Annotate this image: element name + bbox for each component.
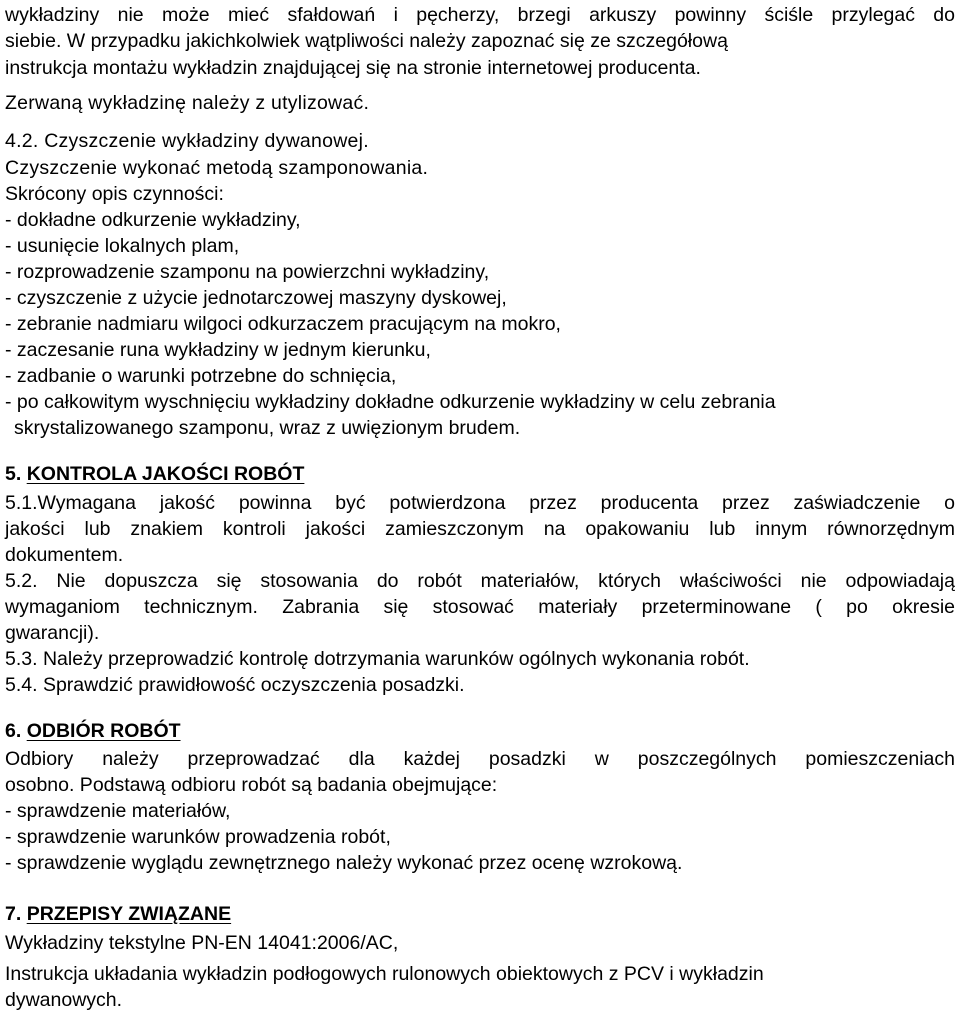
- summary-label: Skrócony opis czynności:: [5, 183, 224, 205]
- heading-number: 5.: [5, 463, 22, 485]
- paragraph-line: gwarancji).: [5, 622, 100, 644]
- list-item: - zebranie nadmiaru wilgoci odkurzaczem pracującym na mokro,: [5, 313, 561, 335]
- method-line: Czyszczenie wykonać metodą szamponowania.: [5, 157, 429, 179]
- paragraph-line: dywanowych.: [5, 989, 123, 1011]
- intro-line: Zerwaną wykładzinę należy z utylizować.: [5, 92, 370, 114]
- list-item-continuation: skrystalizowanego szamponu, wraz z uwięzionym brudem.: [14, 417, 521, 439]
- list-item: - zadbanie o warunki potrzebne do schnięcia,: [5, 365, 397, 387]
- intro-line: siebie. W przypadku jakichkolwiek wątpliwości należy zapoznać się ze szczegółową: [5, 30, 728, 52]
- heading-number: 7.: [5, 903, 22, 925]
- heading-number: 6.: [5, 720, 22, 742]
- section-heading: [5, 718, 181, 744]
- paragraph-line: Wykładziny tekstylne PN-EN 14041:2006/AC,: [5, 932, 399, 954]
- paragraph-line: 5.3. Należy przeprowadzić kontrolę dotrzymania warunków ogólnych wykonania robót.: [5, 648, 750, 670]
- list-item: - rozprowadzenie szamponu na powierzchni wykładziny,: [5, 261, 490, 283]
- section-heading: [5, 901, 231, 927]
- intro-line: instrukcja montażu wykładzin znajdującej się na stronie internetowej producenta.: [5, 57, 701, 79]
- list-item: - czyszczenie z użycie jednotarczowej maszyny dyskowej,: [5, 287, 507, 309]
- list-item: - usunięcie lokalnych plam,: [5, 235, 240, 257]
- paragraph-line: 5.4. Sprawdzić prawidłowość oczyszczenia posadzki.: [5, 674, 465, 696]
- list-item: - sprawdzenie warunków prowadzenia robót,: [5, 826, 391, 848]
- heading-text: KONTROLA JAKOŚCI ROBÓT: [26, 463, 305, 485]
- paragraph-line: Odbiory należy przeprowadzać dla każdej posadzki w poszczególnych pomieszczeniach: [5, 748, 955, 770]
- section-heading: [5, 461, 304, 487]
- paragraph-line: wymaganiom technicznym. Zabrania się stosować materiały przeterminowane ( po okresie: [5, 596, 955, 618]
- paragraph-line: osobno. Podstawą odbioru robót są badania obejmujące:: [5, 774, 498, 796]
- paragraph-line: 5.2. Nie dopuszcza się stosowania do robót materiałów, których właściwości nie odpowiadają: [5, 570, 955, 592]
- paragraph-line: Instrukcja układania wykładzin podłogowych rulonowych obiektowych z PCV i wykładzin: [5, 963, 764, 985]
- section-title: 4.2. Czyszczenie wykładziny dywanowej.: [5, 130, 369, 152]
- list-item: - dokładne odkurzenie wykładziny,: [5, 209, 301, 231]
- intro-line: wykładziny nie może mieć sfałdowań i pęcherzy, brzegi arkuszy powinny ściśle przylegać do: [5, 4, 955, 26]
- paragraph-line: dokumentem.: [5, 544, 124, 566]
- paragraph-line: 5.1.Wymagana jakość powinna być potwierdzona przez producenta przez zaświadczenie o: [5, 492, 955, 514]
- list-item: - po całkowitym wyschnięciu wykładziny dokładne odkurzenie wykładziny w celu zebrania: [5, 391, 776, 413]
- list-item: - zaczesanie runa wykładziny w jednym kierunku,: [5, 339, 431, 361]
- heading-text: ODBIÓR ROBÓT: [26, 720, 181, 742]
- list-item: - sprawdzenie wyglądu zewnętrznego należy wykonać przez ocenę wzrokową.: [5, 852, 683, 874]
- heading-text: PRZEPISY ZWIĄZANE: [26, 903, 232, 925]
- list-item: - sprawdzenie materiałów,: [5, 800, 231, 822]
- paragraph-line: jakości lub znakiem kontroli jakości zamieszczonym na opakowaniu lub innym równorzędnym: [5, 518, 955, 540]
